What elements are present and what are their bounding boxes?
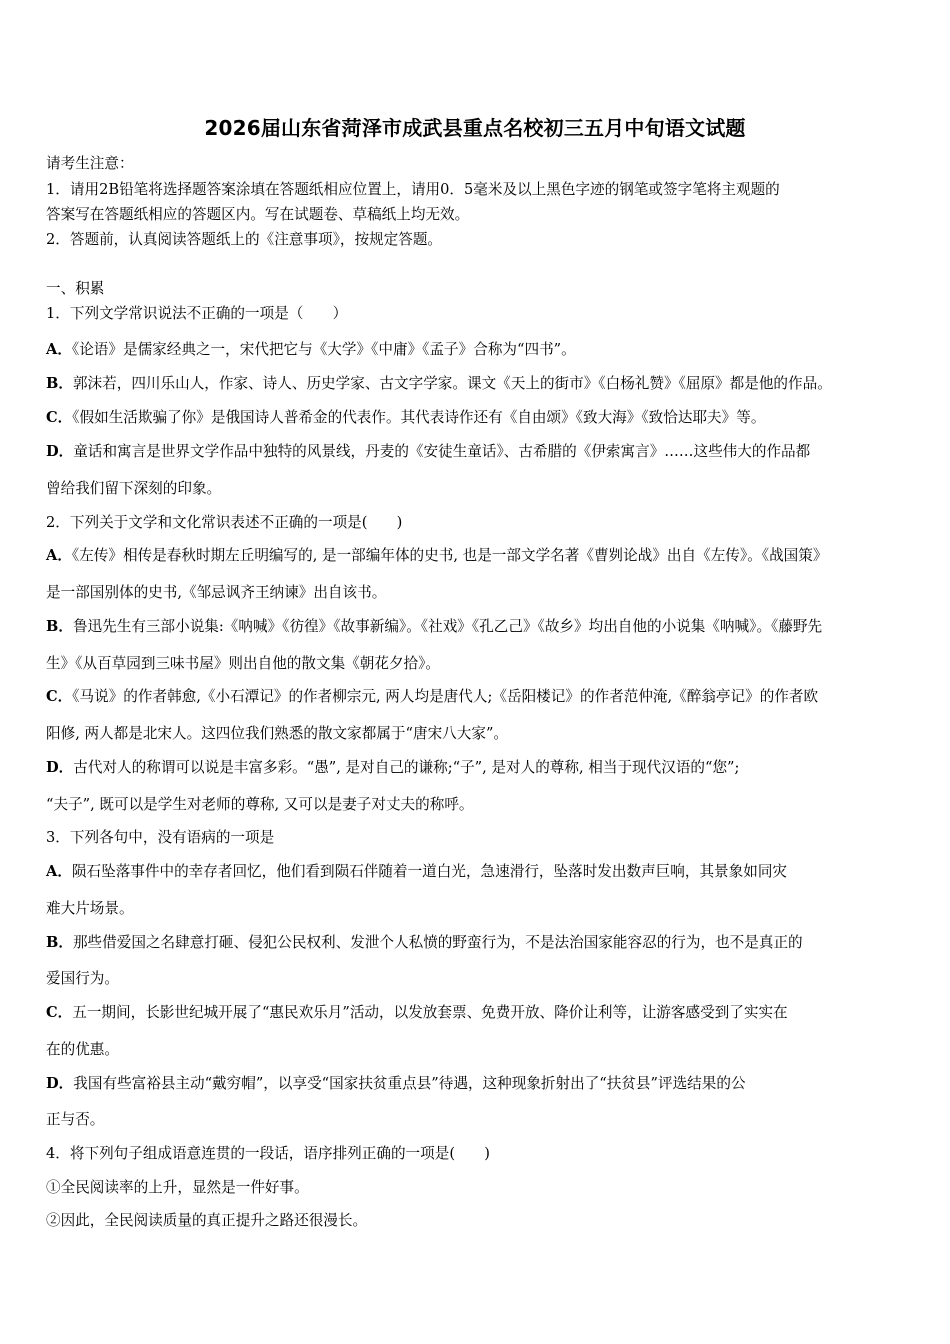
q2-stem: 2．下列关于文学和文化常识表述不正确的一项是( ): [46, 514, 403, 531]
q2-option-b: [46, 615, 908, 636]
q3-b-text: 那些借爱国之名肆意打砸、侵犯公民权利、发泄个人私愤的野蛮行为，不是法治国家能容忍的行为，也不是真正的: [72, 934, 803, 951]
q2-b-text: 鲁迅先生有三部小说集:《呐喊》《彷徨》《故事新编》。《社戏》《孔乙己》《故乡》均出自他的小说集《呐喊》。《藤野先: [72, 618, 823, 635]
notice-heading: 请考生注意：: [46, 155, 134, 172]
q2-option-c-cont: 阳修, 两人都是北宋人。这四位我们熟悉的散文家都属于“唐宋八大家”。: [46, 725, 509, 742]
notice-item-2: 2．答题前，认真阅读答题纸上的《注意事项》，按规定答题。: [46, 231, 443, 248]
q1-option-a: [46, 338, 908, 359]
q2-option-d: [46, 756, 908, 777]
q3-a-text: 陨石坠落事件中的幸存者回忆，他们看到陨石伴随着一道白光，急速滑行，坠落时发出数声巨响，其景象如同灾: [71, 863, 788, 880]
q3-b-label: B．: [46, 934, 73, 951]
q3-d-text: 我国有些富裕县主动“戴穷帽”，以享受“国家扶贫重点县”待遇，这种现象折射出了“扶贫县”评选结果的公: [73, 1075, 746, 1092]
q1-option-d: [46, 440, 908, 461]
q2-option-a: [46, 544, 908, 565]
q1-option-d-cont: 曾给我们留下深刻的印象。: [46, 480, 222, 497]
q1-d-label: D．: [46, 443, 74, 460]
q3-d-label: D．: [46, 1075, 74, 1092]
q3-option-d: [46, 1072, 908, 1093]
q1-option-c: [46, 406, 908, 427]
q3-option-c-cont: 在的优惠。: [46, 1041, 119, 1058]
q2-c-label: C．: [46, 688, 73, 705]
q2-a-text: 《左传》相传是春秋时期左丘明编写的, 是一部编年体的史书, 也是一部文学名著《曹刿论战》出自《左传》。《战国策》: [71, 547, 828, 564]
q1-stem: 1．下列文学常识说法不正确的一项是（ ）: [46, 305, 348, 322]
section-heading: 一、积累: [46, 280, 105, 297]
q3-stem: 3．下列各句中，没有语病的一项是: [46, 829, 275, 846]
q3-option-d-cont: 正与否。: [46, 1111, 105, 1128]
notice-item-1: 1．请用2B铅笔将选择题答案涂填在答题纸相应位置上，请用0．5毫米及以上黑色字迹的钢笔或签字笔将主观题的: [46, 181, 780, 198]
q4-stem: 4．将下列句子组成语意连贯的一段话，语序排列正确的一项是( ): [46, 1145, 490, 1162]
q2-d-label: D．: [46, 759, 74, 776]
q1-a-label: A．: [46, 341, 72, 358]
q3-c-label: C．: [46, 1004, 73, 1021]
q3-option-b-cont: 爱国行为。: [46, 970, 119, 987]
q2-option-c: [46, 685, 908, 706]
q2-option-b-cont: 生》《从百草园到三味书屋》则出自他的散文集《朝花夕拾》。: [46, 655, 441, 672]
q3-option-c: [46, 1001, 908, 1022]
q3-a-label: A．: [46, 863, 72, 880]
notice-item-1-cont: 答案写在答题纸相应的答题区内。写在试题卷、草稿纸上均无效。: [46, 206, 470, 223]
page-title: 2026届山东省菏泽市成武县重点名校初三五月中旬语文试题: [204, 116, 746, 140]
q1-c-text: 《假如生活欺骗了你》是俄国诗人普希金的代表作。其代表诗作还有《自由颂》《致大海》《致恰达耶夫》等。: [72, 409, 766, 426]
q1-option-b: [46, 372, 908, 393]
q2-option-d-cont: “夫子”, 既可以是学生对老师的尊称, 又可以是妻子对丈夫的称呼。: [46, 796, 474, 813]
q3-option-a-cont: 难大片场景。: [46, 900, 134, 917]
q1-b-label: B．: [46, 375, 73, 392]
q3-option-a: [46, 860, 908, 881]
q4-sentence-1: ①全民阅读率的上升，显然是一件好事。: [46, 1179, 309, 1196]
q3-c-text: 五一期间，长影世纪城开展了“惠民欢乐月”活动，以发放套票、免费开放、降价让利等，让游客感受到了实实在: [72, 1004, 788, 1021]
q1-a-text: 《论语》是儒家经典之一，宋代把它与《大学》《中庸》《孟子》合称为“四书”。: [71, 341, 576, 358]
q1-d-text: 童话和寓言是世界文学作品中独特的风景线，丹麦的《安徒生童话》、古希腊的《伊索寓言》……这些伟大的作品都: [73, 443, 811, 460]
q2-c-text: 《马说》的作者韩愈,《小石潭记》的作者柳宗元, 两人均是唐代人;《岳阳楼记》的作者范仲淹,《醉翁亭记》的作者欧: [72, 688, 819, 705]
q2-b-label: B．: [46, 618, 73, 635]
q4-sentence-2: ②因此，全民阅读质量的真正提升之路还很漫长。: [46, 1212, 368, 1229]
q2-option-a-cont: 是一部国别体的史书,《邹忌讽齐王纳谏》出自该书。: [46, 584, 387, 601]
q1-b-text: 郭沫若，四川乐山人，作家、诗人、历史学家、古文字学家。课文《天上的街市》《白杨礼赞》《屈原》都是他的作品。: [72, 375, 832, 392]
q1-c-label: C．: [46, 409, 73, 426]
q2-a-label: A．: [46, 547, 72, 564]
q3-option-b: [46, 931, 908, 952]
q2-d-text: 古代对人的称谓可以说是丰富多彩。“愚”, 是对自己的谦称;“子”, 是对人的尊称, 相当于现代汉语的“您”;: [73, 759, 740, 776]
